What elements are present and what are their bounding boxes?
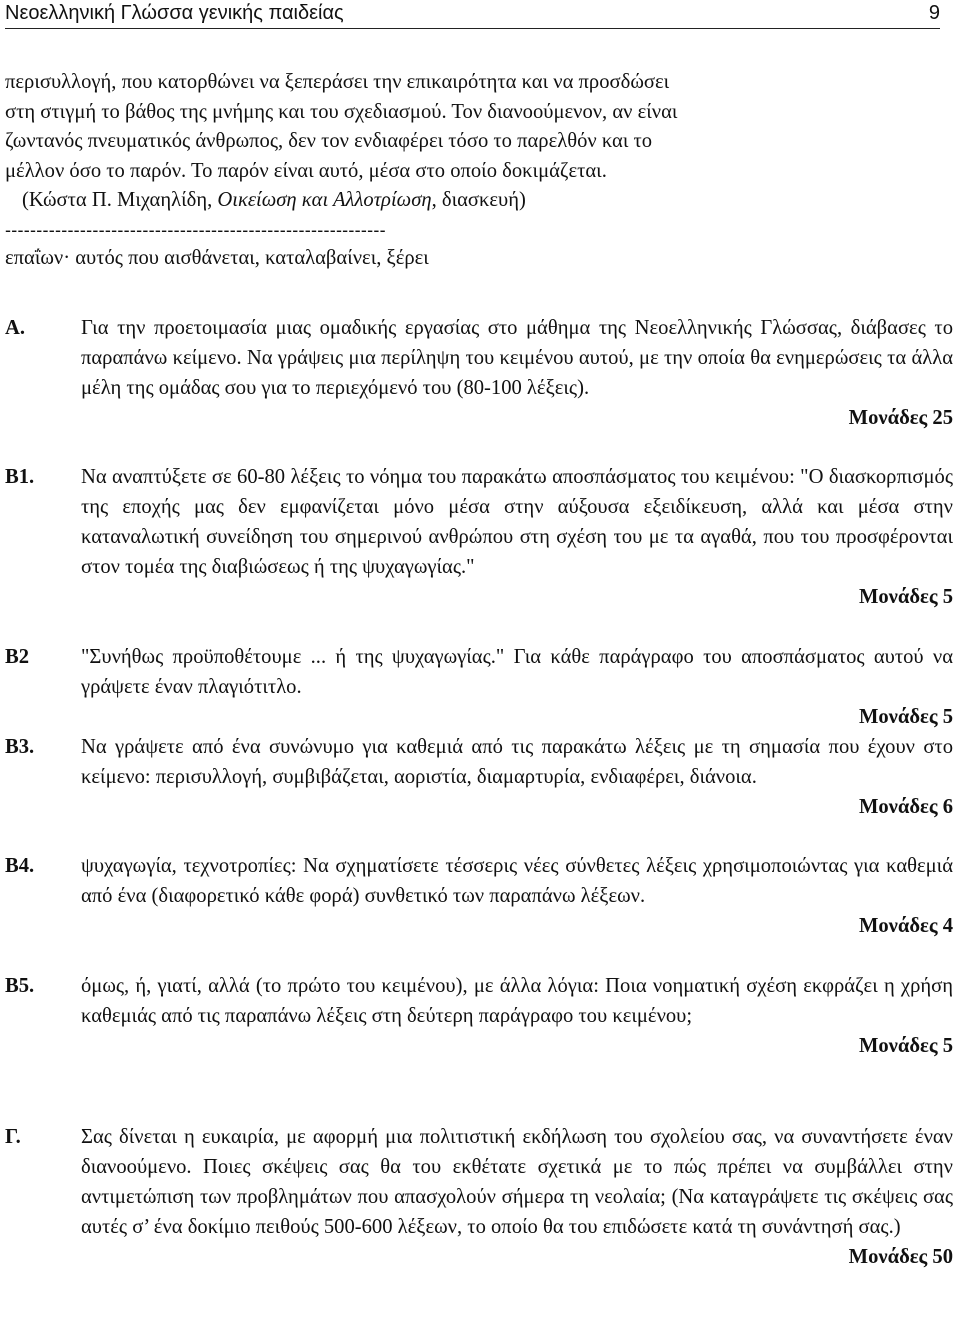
question-points: Μονάδες 6: [858, 796, 953, 818]
glossary-note: επαΐων· αυτός που αισθάνεται, καταλαβαίνει, ξέρει: [5, 246, 429, 269]
question-text: "Συνήθως προϋποθέτουμε ... ή της ψυχαγωγίας." Για κάθε παράγραφο του αποσπάσματος αυτού να γράψετε έναν πλαγιότιτλο.: [81, 646, 953, 698]
question-b5: [5, 971, 953, 1061]
question-b2: [5, 642, 953, 732]
question-points: Μονάδες 4: [858, 915, 953, 937]
text-line: ζωντανός πνευματικός άνθρωπος, δεν τον ενδιαφέρει τόσο το παρελθόν και το: [5, 130, 653, 153]
text-line: περισυλλογή, που κατορθώνει να ξεπεράσει την επικαιρότητα και να προσδώσει: [5, 71, 670, 93]
question-text: Για την προετοιμασία μιας ομαδικής εργασίας στο μάθημα της Νεοελληνικής Γλώσσας, διάβασες το παραπάνω κείμενο. Να γράψεις μια περίληψη του κειμένου αυτού, με την οποία θα ενημερώσεις τα άλλα μέλη της ομάδας σου για το περιεχόμενό του (80-100 λέξεις).: [81, 317, 953, 399]
question-label: Β2: [5, 646, 30, 668]
question-text: όμως, ή, γιατί, αλλά (το πρώτο του κειμένου), με άλλα λόγια: Ποια νοηματική σχέση εκφράζει η χρήση καθεμιάς από τις παραπάνω λέξεις στη δεύτερη παράγραφο του κειμένου;: [81, 975, 953, 1027]
header-title: Νεοελληνική Γλώσσα γενικής παιδείας: [5, 2, 344, 24]
citation-note: , διασκευή): [431, 189, 526, 212]
question-a: [5, 313, 953, 433]
question-text: Σας δίνεται η ευκαιρία, με αφορμή μια πολιτιστική εκδήλωση του σχολείου σας, να συναντήσετε έναν διανοούμενο. Ποιες σκέψεις σας θα του εκθέτατε σχετικά με το πώς πρέπει να συμβάλλει στην αντιμετώπιση των προβλημάτων που απασχολούν σήμερα τη νεολαία; (Να καταγράψετε τις σκέψεις σας αυτές σ’ ένα δοκίμιο πειθούς 500-600 λέξεων, το οποίο θα του επιδώσετε κατά τη συνάντησή σας.): [81, 1126, 953, 1238]
question-label: Α.: [5, 317, 26, 339]
separator-line: -------------------------------------------------------------: [5, 219, 386, 240]
source-text-excerpt: [5, 68, 940, 274]
citation-author: (Κώστα Π. Μιχαηλίδη,: [22, 189, 218, 212]
question-points: Μονάδες 50: [848, 1246, 953, 1268]
question-points: Μονάδες 5: [858, 1035, 953, 1057]
citation-title: Οικείωση και Αλλοτρίωση: [217, 189, 432, 212]
text-line: στη στιγμή το βάθος της μνήμης και του σχεδιασμού. Τον διανοούμενον, αν είναι: [5, 100, 678, 123]
question-label: Β4.: [5, 855, 35, 877]
text-line: μέλλον όσο το παρόν. Το παρόν είναι αυτό, μέσα στο οποίο δοκιμάζεται.: [5, 159, 607, 182]
question-points: Μονάδες 5: [858, 706, 953, 728]
question-text: Να γράψετε από ένα συνώνυμο για καθεμιά από τις παρακάτω λέξεις με τη σημασία που έχουν στο κείμενο: περισυλλογή, συμβιβάζεται, αοριστία, διαμαρτυρία, ενδιαφέρει, διάνοια.: [81, 736, 953, 788]
page-header: [5, 0, 940, 29]
question-b4: [5, 851, 953, 941]
question-b3: [5, 732, 953, 822]
question-text: ψυχαγωγία, τεχνοτροπίες: Να σχηματίσετε τέσσερις νέες σύνθετες λέξεις χρησιμοποιώντας για καθεμιά από ένα (διαφορετικό κάθε φορά) συνθετικό των παραπάνω λέξεων.: [81, 855, 953, 907]
question-label: Β5.: [5, 975, 35, 997]
question-label: Β1.: [5, 466, 35, 488]
question-text: Να αναπτύξετε σε 60-80 λέξεις το νόημα του παρακάτω αποσπάσματος του κειμένου: "Ο διασκορπισμός της εποχής μας δεν εμφανίζεται μόνο μέσα στην αύξουσα εξειδίκευση, αλλά και μέσα στην καταναλωτική συνείδηση του σημερινού ανθρώπου στη σχέση του με τα αγαθά, που του προσφέρονται στον τομέα της διαβιώσεως ή της ψυχαγωγίας.": [81, 466, 953, 578]
question-points: Μονάδες 5: [858, 586, 953, 608]
question-c: [5, 1122, 953, 1272]
source-citation: [5, 186, 940, 216]
question-label: Β3.: [5, 736, 35, 758]
question-label: Γ.: [5, 1126, 21, 1148]
question-b1: [5, 462, 953, 612]
page-number: 9: [928, 2, 940, 24]
question-points: Μονάδες 25: [848, 407, 953, 429]
